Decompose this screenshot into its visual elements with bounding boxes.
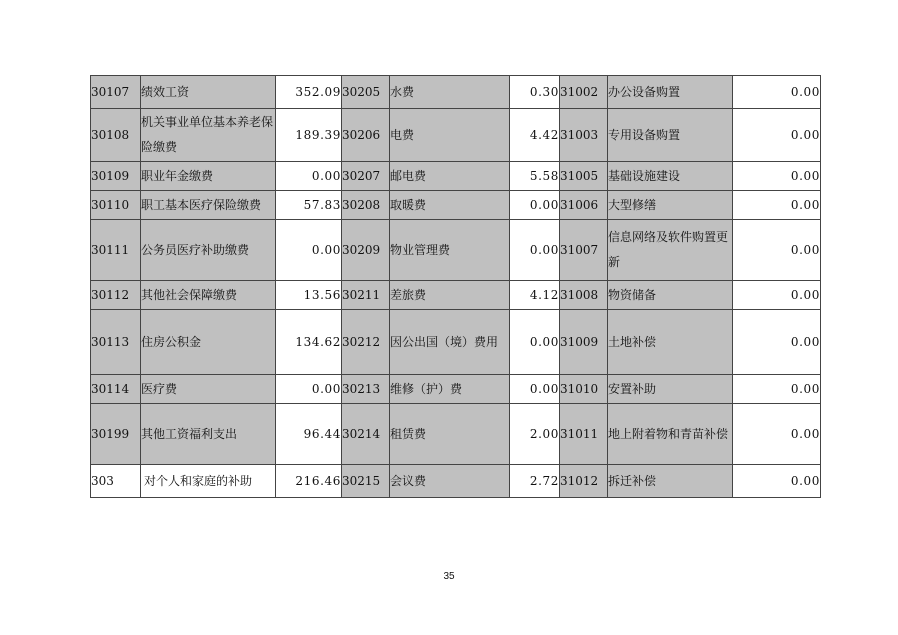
amount-cell: 0.00	[733, 465, 821, 498]
amount-cell: 352.09	[276, 76, 342, 109]
item-name-cell: 公务员医疗补助缴费	[141, 220, 276, 281]
item-name-cell: 因公出国（境）费用	[390, 310, 510, 375]
econ-code-cell: 303	[91, 465, 141, 498]
econ-code-cell: 31008	[560, 281, 608, 310]
item-name-cell: 住房公积金	[141, 310, 276, 375]
econ-code-cell: 30114	[91, 375, 141, 404]
table-row	[91, 220, 821, 281]
item-name-cell: 医疗费	[141, 375, 276, 404]
item-name-cell: 物资储备	[608, 281, 733, 310]
item-name-cell: 差旅费	[390, 281, 510, 310]
econ-code-cell: 30214	[342, 404, 390, 465]
item-name-cell: 邮电费	[390, 162, 510, 191]
econ-code-cell: 30199	[91, 404, 141, 465]
amount-cell: 57.83	[276, 191, 342, 220]
amount-cell: 0.00	[733, 162, 821, 191]
item-name-cell: 专用设备购置	[608, 109, 733, 162]
amount-cell: 2.72	[510, 465, 560, 498]
item-name-cell: 维修（护）费	[390, 375, 510, 404]
amount-cell: 0.00	[733, 76, 821, 109]
item-name-cell: 信息网络及软件购置更新	[608, 220, 733, 281]
econ-code-cell: 31012	[560, 465, 608, 498]
item-name-cell: 物业管理费	[390, 220, 510, 281]
item-name-cell: 电费	[390, 109, 510, 162]
econ-code-cell: 30112	[91, 281, 141, 310]
econ-code-cell: 31010	[560, 375, 608, 404]
econ-code-cell: 30111	[91, 220, 141, 281]
item-name-cell: 安置补助	[608, 375, 733, 404]
econ-code-cell: 31003	[560, 109, 608, 162]
amount-cell: 0.00	[276, 162, 342, 191]
item-name-cell: 租赁费	[390, 404, 510, 465]
econ-code-cell: 30209	[342, 220, 390, 281]
econ-code-cell: 31002	[560, 76, 608, 109]
item-name-cell: 绩效工资	[141, 76, 276, 109]
amount-cell: 0.00	[733, 404, 821, 465]
amount-cell: 0.00	[733, 109, 821, 162]
econ-code-cell: 30108	[91, 109, 141, 162]
budget-table	[90, 75, 821, 498]
amount-cell: 134.62	[276, 310, 342, 375]
econ-code-cell: 30215	[342, 465, 390, 498]
amount-cell: 216.46	[276, 465, 342, 498]
item-name-cell: 职工基本医疗保险缴费	[141, 191, 276, 220]
econ-code-cell: 31009	[560, 310, 608, 375]
amount-cell: 96.44	[276, 404, 342, 465]
econ-code-cell: 31007	[560, 220, 608, 281]
item-name-cell: 地上附着物和青苗补偿	[608, 404, 733, 465]
econ-code-cell: 30206	[342, 109, 390, 162]
amount-cell: 2.00	[510, 404, 560, 465]
econ-code-cell: 31011	[560, 404, 608, 465]
amount-cell: 0.00	[733, 310, 821, 375]
item-name-cell: 对个人和家庭的补助	[141, 465, 276, 498]
page-number: 35	[443, 571, 455, 582]
item-name-cell: 其他工资福利支出	[141, 404, 276, 465]
item-name-cell: 办公设备购置	[608, 76, 733, 109]
econ-code-cell: 30211	[342, 281, 390, 310]
amount-cell: 4.12	[510, 281, 560, 310]
table-row	[91, 191, 821, 220]
item-name-cell: 水费	[390, 76, 510, 109]
amount-cell: 189.39	[276, 109, 342, 162]
econ-code-cell: 31006	[560, 191, 608, 220]
econ-code-cell: 30213	[342, 375, 390, 404]
item-name-cell: 基础设施建设	[608, 162, 733, 191]
econ-code-cell: 30110	[91, 191, 141, 220]
item-name-cell: 其他社会保障缴费	[141, 281, 276, 310]
amount-cell: 5.58	[510, 162, 560, 191]
amount-cell: 0.00	[733, 220, 821, 281]
table-row	[91, 109, 821, 162]
table-row	[91, 404, 821, 465]
amount-cell: 0.00	[733, 375, 821, 404]
amount-cell: 0.00	[510, 310, 560, 375]
econ-code-cell: 30109	[91, 162, 141, 191]
item-name-cell: 大型修缮	[608, 191, 733, 220]
econ-code-cell: 30205	[342, 76, 390, 109]
item-name-cell: 会议费	[390, 465, 510, 498]
table-row	[91, 375, 821, 404]
amount-cell: 0.00	[276, 220, 342, 281]
amount-cell: 0.00	[733, 191, 821, 220]
econ-code-cell: 30107	[91, 76, 141, 109]
econ-code-cell: 30113	[91, 310, 141, 375]
item-name-cell: 取暖费	[390, 191, 510, 220]
amount-cell: 0.00	[510, 220, 560, 281]
table-row	[91, 310, 821, 375]
econ-code-cell: 30212	[342, 310, 390, 375]
amount-cell: 0.00	[510, 191, 560, 220]
table-row	[91, 76, 821, 109]
amount-cell: 0.00	[510, 375, 560, 404]
amount-cell: 13.56	[276, 281, 342, 310]
item-name-cell: 拆迁补偿	[608, 465, 733, 498]
econ-code-cell: 30208	[342, 191, 390, 220]
econ-code-cell: 30207	[342, 162, 390, 191]
amount-cell: 0.30	[510, 76, 560, 109]
table-row	[91, 281, 821, 310]
table-row	[91, 162, 821, 191]
table-row	[91, 465, 821, 498]
item-name-cell: 职业年金缴费	[141, 162, 276, 191]
amount-cell: 0.00	[733, 281, 821, 310]
amount-cell: 4.42	[510, 109, 560, 162]
amount-cell: 0.00	[276, 375, 342, 404]
table-body	[91, 76, 821, 498]
econ-code-cell: 31005	[560, 162, 608, 191]
item-name-cell: 土地补偿	[608, 310, 733, 375]
item-name-cell: 机关事业单位基本养老保险缴费	[141, 109, 276, 162]
